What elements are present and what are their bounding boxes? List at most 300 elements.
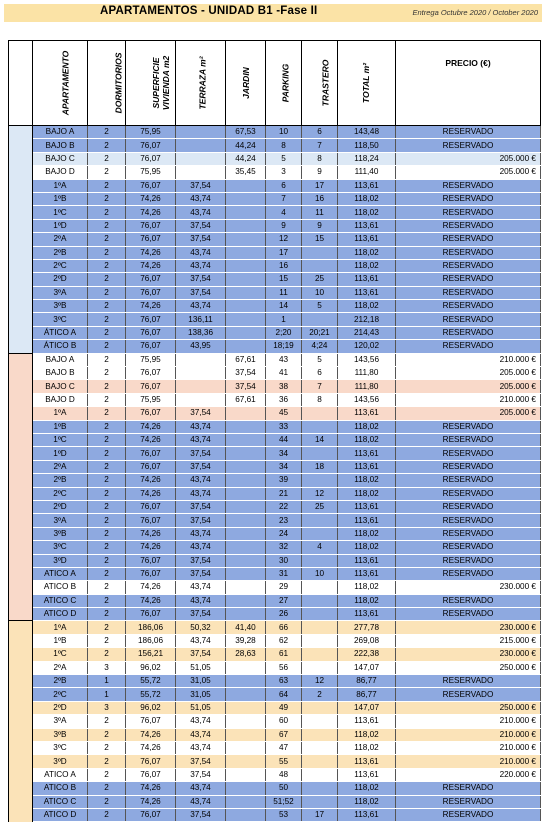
cell-trastero — [302, 594, 338, 607]
cell-trastero: 5 — [302, 300, 338, 313]
cell-total: 222,38 — [338, 648, 396, 661]
cell-dormitorios: 2 — [88, 246, 126, 259]
col-header-total: TOTAL m² — [338, 41, 396, 126]
cell-precio: RESERVADO — [396, 326, 541, 339]
cell-dormitorios: 2 — [88, 768, 126, 781]
cell-apartamento: 1ºC — [33, 648, 88, 661]
col-header-jardin: JARDIN — [226, 41, 266, 126]
cell-parking: 29 — [266, 581, 302, 594]
cell-trastero — [302, 246, 338, 259]
table-row — [9, 340, 541, 353]
cell-dormitorios: 2 — [88, 795, 126, 808]
cell-apartamento: 2ºB — [33, 474, 88, 487]
cell-parking: 6 — [266, 179, 302, 192]
cell-superficie: 74,26 — [126, 259, 176, 272]
cell-trastero — [302, 768, 338, 781]
cell-parking: 2;20 — [266, 326, 302, 339]
cell-dormitorios: 1 — [88, 688, 126, 701]
cell-precio: 205.000 € — [396, 407, 541, 420]
cell-dormitorios: 2 — [88, 474, 126, 487]
cell-terraza: 37,54 — [176, 755, 226, 768]
cell-superficie: 76,07 — [126, 139, 176, 152]
cell-trastero: 9 — [302, 166, 338, 179]
cell-superficie: 74,26 — [126, 192, 176, 205]
cell-dormitorios: 2 — [88, 541, 126, 554]
cell-terraza — [176, 152, 226, 165]
cell-jardin — [226, 219, 266, 232]
cell-trastero — [302, 527, 338, 540]
cell-dormitorios: 2 — [88, 393, 126, 406]
page-title: APARTAMENTOS - UNIDAD B1 -Fase II — [100, 5, 318, 17]
cell-total: 113,61 — [338, 286, 396, 299]
cell-terraza: 43,74 — [176, 728, 226, 741]
cell-apartamento: 3ºC — [33, 313, 88, 326]
cell-precio: 250.000 € — [396, 701, 541, 714]
cell-total: 113,61 — [338, 608, 396, 621]
cell-trastero: 5 — [302, 353, 338, 366]
table-row — [9, 353, 541, 366]
cell-dormitorios: 3 — [88, 701, 126, 714]
table-row — [9, 380, 541, 393]
cell-parking: 22 — [266, 500, 302, 513]
cell-terraza: 43,74 — [176, 246, 226, 259]
cell-dormitorios: 2 — [88, 433, 126, 446]
cell-terraza — [176, 353, 226, 366]
cell-total: 118,02 — [338, 728, 396, 741]
cell-precio: RESERVADO — [396, 541, 541, 554]
cell-total: 214,43 — [338, 326, 396, 339]
apartments-table — [8, 40, 541, 822]
cell-superficie: 76,07 — [126, 380, 176, 393]
group-color-band — [9, 621, 33, 822]
cell-jardin — [226, 661, 266, 674]
cell-parking: 61 — [266, 648, 302, 661]
table-row — [9, 313, 541, 326]
cell-jardin — [226, 259, 266, 272]
table-row — [9, 500, 541, 513]
cell-jardin — [226, 741, 266, 754]
cell-parking: 48 — [266, 768, 302, 781]
table-row — [9, 286, 541, 299]
cell-total: 118,02 — [338, 206, 396, 219]
cell-parking: 17 — [266, 246, 302, 259]
cell-total: 113,61 — [338, 808, 396, 821]
cell-dormitorios: 2 — [88, 514, 126, 527]
cell-total: 118,02 — [338, 527, 396, 540]
cell-apartamento: 2ºD — [33, 500, 88, 513]
cell-total: 113,61 — [338, 273, 396, 286]
cell-jardin — [226, 755, 266, 768]
cell-jardin — [226, 273, 266, 286]
cell-trastero — [302, 701, 338, 714]
cell-trastero — [302, 420, 338, 433]
table-row — [9, 433, 541, 446]
cell-terraza: 43,74 — [176, 420, 226, 433]
cell-total: 118,02 — [338, 192, 396, 205]
cell-superficie: 76,07 — [126, 755, 176, 768]
cell-superficie: 74,26 — [126, 782, 176, 795]
cell-trastero — [302, 634, 338, 647]
cell-dormitorios: 3 — [88, 661, 126, 674]
cell-jardin — [226, 675, 266, 688]
cell-jardin — [226, 795, 266, 808]
cell-dormitorios: 2 — [88, 715, 126, 728]
cell-trastero: 4 — [302, 541, 338, 554]
cell-trastero — [302, 621, 338, 634]
cell-dormitorios: 2 — [88, 380, 126, 393]
cell-precio: RESERVADO — [396, 554, 541, 567]
cell-superficie: 74,26 — [126, 541, 176, 554]
table-row — [9, 715, 541, 728]
table-row — [9, 795, 541, 808]
cell-apartamento: ATICO D — [33, 808, 88, 821]
cell-dormitorios: 2 — [88, 608, 126, 621]
cell-total: 113,61 — [338, 554, 396, 567]
cell-jardin: 41,40 — [226, 621, 266, 634]
cell-superficie: 74,26 — [126, 594, 176, 607]
cell-dormitorios: 1 — [88, 675, 126, 688]
cell-precio: RESERVADO — [396, 313, 541, 326]
cell-jardin: 39,28 — [226, 634, 266, 647]
cell-trastero: 10 — [302, 286, 338, 299]
cell-jardin — [226, 246, 266, 259]
cell-terraza: 37,54 — [176, 648, 226, 661]
cell-jardin — [226, 206, 266, 219]
cell-total: 86,77 — [338, 675, 396, 688]
cell-superficie: 76,07 — [126, 554, 176, 567]
cell-jardin — [226, 487, 266, 500]
table-row — [9, 688, 541, 701]
table-row — [9, 206, 541, 219]
cell-superficie: 156,21 — [126, 648, 176, 661]
table-row — [9, 233, 541, 246]
cell-parking: 34 — [266, 447, 302, 460]
cell-total: 118,02 — [338, 420, 396, 433]
cell-jardin — [226, 541, 266, 554]
cell-trastero — [302, 715, 338, 728]
cell-total: 113,61 — [338, 514, 396, 527]
cell-dormitorios: 2 — [88, 233, 126, 246]
cell-superficie: 76,07 — [126, 326, 176, 339]
cell-dormitorios: 2 — [88, 219, 126, 232]
cell-apartamento: 3ºA — [33, 514, 88, 527]
cell-apartamento: BAJO C — [33, 152, 88, 165]
cell-apartamento: BAJO C — [33, 380, 88, 393]
cell-trastero — [302, 648, 338, 661]
cell-dormitorios: 2 — [88, 741, 126, 754]
cell-precio: RESERVADO — [396, 567, 541, 580]
cell-parking: 34 — [266, 460, 302, 473]
cell-dormitorios: 2 — [88, 300, 126, 313]
cell-precio: 210.000 € — [396, 741, 541, 754]
cell-trastero — [302, 259, 338, 272]
cell-apartamento: 3ºA — [33, 286, 88, 299]
table-row — [9, 741, 541, 754]
cell-parking: 23 — [266, 514, 302, 527]
cell-jardin — [226, 300, 266, 313]
cell-terraza: 37,54 — [176, 768, 226, 781]
group-color-band — [9, 126, 33, 354]
cell-terraza: 37,54 — [176, 554, 226, 567]
cell-terraza: 43,74 — [176, 741, 226, 754]
cell-parking: 38 — [266, 380, 302, 393]
cell-total: 118,02 — [338, 246, 396, 259]
cell-apartamento: ATICO D — [33, 608, 88, 621]
table-row — [9, 139, 541, 152]
cell-apartamento: 3ºB — [33, 728, 88, 741]
cell-apartamento: 3ºB — [33, 300, 88, 313]
cell-total: 118,50 — [338, 139, 396, 152]
cell-jardin — [226, 594, 266, 607]
cell-dormitorios: 2 — [88, 139, 126, 152]
cell-terraza: 43,95 — [176, 340, 226, 353]
cell-terraza: 43,74 — [176, 527, 226, 540]
cell-jardin: 44,24 — [226, 152, 266, 165]
cell-superficie: 74,26 — [126, 728, 176, 741]
cell-superficie: 75,95 — [126, 353, 176, 366]
group-color-band — [9, 353, 33, 621]
table-header-row — [9, 41, 541, 126]
cell-superficie: 55,72 — [126, 675, 176, 688]
cell-total: 143,48 — [338, 126, 396, 139]
cell-precio: RESERVADO — [396, 460, 541, 473]
cell-superficie: 76,07 — [126, 715, 176, 728]
cell-superficie: 76,07 — [126, 219, 176, 232]
cell-trastero — [302, 608, 338, 621]
cell-parking: 55 — [266, 755, 302, 768]
cell-terraza: 31,05 — [176, 688, 226, 701]
cell-precio: RESERVADO — [396, 340, 541, 353]
cell-apartamento: 2ºD — [33, 701, 88, 714]
cell-terraza — [176, 393, 226, 406]
cell-precio: RESERVADO — [396, 273, 541, 286]
cell-total: 118,02 — [338, 433, 396, 446]
cell-terraza: 37,54 — [176, 233, 226, 246]
cell-jardin — [226, 768, 266, 781]
cell-total: 113,61 — [338, 460, 396, 473]
cell-total: 113,61 — [338, 447, 396, 460]
cell-parking: 10 — [266, 126, 302, 139]
cell-parking: 24 — [266, 527, 302, 540]
cell-total: 118,02 — [338, 487, 396, 500]
cell-parking: 56 — [266, 661, 302, 674]
cell-superficie: 76,07 — [126, 233, 176, 246]
cell-jardin — [226, 407, 266, 420]
cell-jardin — [226, 608, 266, 621]
cell-apartamento: 2ºB — [33, 246, 88, 259]
cell-terraza: 37,54 — [176, 273, 226, 286]
cell-apartamento: 1ºD — [33, 447, 88, 460]
cell-total: 113,61 — [338, 715, 396, 728]
cell-jardin: 28,63 — [226, 648, 266, 661]
cell-total: 113,61 — [338, 179, 396, 192]
cell-superficie: 76,07 — [126, 407, 176, 420]
cell-jardin: 35,45 — [226, 166, 266, 179]
cell-trastero — [302, 407, 338, 420]
cell-precio: 210.000 € — [396, 715, 541, 728]
cell-apartamento: 2ºA — [33, 233, 88, 246]
cell-superficie: 76,07 — [126, 514, 176, 527]
cell-total: 118,02 — [338, 541, 396, 554]
cell-precio: RESERVADO — [396, 500, 541, 513]
cell-trastero: 25 — [302, 273, 338, 286]
cell-jardin: 67,61 — [226, 393, 266, 406]
cell-precio: RESERVADO — [396, 688, 541, 701]
cell-jardin — [226, 554, 266, 567]
cell-total: 113,61 — [338, 233, 396, 246]
table-row — [9, 219, 541, 232]
cell-trastero: 12 — [302, 675, 338, 688]
cell-apartamento: 1ºC — [33, 433, 88, 446]
cell-trastero: 15 — [302, 233, 338, 246]
cell-precio: 205.000 € — [396, 152, 541, 165]
cell-dormitorios: 2 — [88, 527, 126, 540]
cell-parking: 8 — [266, 139, 302, 152]
cell-terraza — [176, 367, 226, 380]
cell-superficie: 74,26 — [126, 795, 176, 808]
col-header-terraza: TERRAZA m² — [176, 41, 226, 126]
cell-parking: 62 — [266, 634, 302, 647]
cell-dormitorios: 2 — [88, 460, 126, 473]
cell-jardin — [226, 474, 266, 487]
cell-dormitorios: 2 — [88, 594, 126, 607]
cell-parking: 43 — [266, 353, 302, 366]
cell-total: 143,56 — [338, 393, 396, 406]
group-header-cell — [9, 41, 33, 126]
table-row — [9, 808, 541, 821]
table-row — [9, 460, 541, 473]
cell-dormitorios: 2 — [88, 340, 126, 353]
col-header-superficie: SUPERFICIE VIVIENDA m2 — [126, 41, 176, 126]
cell-superficie: 76,07 — [126, 313, 176, 326]
table-row — [9, 594, 541, 607]
cell-apartamento: ATICO C — [33, 594, 88, 607]
cell-parking: 49 — [266, 701, 302, 714]
cell-terraza: 37,54 — [176, 407, 226, 420]
cell-terraza: 43,74 — [176, 594, 226, 607]
table-row — [9, 407, 541, 420]
cell-total: 212,18 — [338, 313, 396, 326]
cell-apartamento: 2ºD — [33, 273, 88, 286]
cell-jardin — [226, 514, 266, 527]
cell-total: 118,02 — [338, 741, 396, 754]
cell-parking: 7 — [266, 192, 302, 205]
table-row — [9, 126, 541, 139]
cell-dormitorios: 2 — [88, 447, 126, 460]
cell-superficie: 76,07 — [126, 152, 176, 165]
cell-apartamento: ÁTICO B — [33, 340, 88, 353]
cell-trastero: 11 — [302, 206, 338, 219]
cell-apartamento: ATICO B — [33, 581, 88, 594]
cell-superficie: 76,07 — [126, 768, 176, 781]
cell-superficie: 55,72 — [126, 688, 176, 701]
cell-trastero: 17 — [302, 179, 338, 192]
cell-total: 111,80 — [338, 367, 396, 380]
cell-trastero — [302, 474, 338, 487]
table-row — [9, 728, 541, 741]
cell-dormitorios: 2 — [88, 259, 126, 272]
cell-dormitorios: 2 — [88, 367, 126, 380]
cell-dormitorios: 2 — [88, 166, 126, 179]
cell-precio: RESERVADO — [396, 259, 541, 272]
cell-superficie: 186,06 — [126, 621, 176, 634]
cell-superficie: 74,26 — [126, 487, 176, 500]
cell-dormitorios: 2 — [88, 500, 126, 513]
cell-terraza: 43,74 — [176, 474, 226, 487]
table-row — [9, 474, 541, 487]
cell-jardin — [226, 567, 266, 580]
cell-precio: RESERVADO — [396, 608, 541, 621]
table-row — [9, 420, 541, 433]
cell-parking: 18;19 — [266, 340, 302, 353]
cell-trastero: 7 — [302, 139, 338, 152]
cell-superficie: 74,26 — [126, 300, 176, 313]
cell-dormitorios: 2 — [88, 152, 126, 165]
table-row — [9, 300, 541, 313]
cell-dormitorios: 2 — [88, 782, 126, 795]
cell-parking: 66 — [266, 621, 302, 634]
cell-dormitorios: 2 — [88, 192, 126, 205]
cell-jardin — [226, 313, 266, 326]
cell-jardin — [226, 728, 266, 741]
cell-dormitorios: 2 — [88, 808, 126, 821]
cell-trastero — [302, 313, 338, 326]
cell-parking: 39 — [266, 474, 302, 487]
cell-jardin: 37,54 — [226, 380, 266, 393]
cell-superficie: 74,26 — [126, 206, 176, 219]
cell-trastero — [302, 782, 338, 795]
cell-terraza: 136,11 — [176, 313, 226, 326]
cell-superficie: 76,07 — [126, 447, 176, 460]
cell-dormitorios: 2 — [88, 407, 126, 420]
cell-precio: RESERVADO — [396, 300, 541, 313]
cell-apartamento: 2ºC — [33, 688, 88, 701]
cell-precio: RESERVADO — [396, 433, 541, 446]
cell-precio: RESERVADO — [396, 219, 541, 232]
cell-jardin — [226, 581, 266, 594]
col-header-apartamento: APARTAMENTO — [33, 41, 88, 126]
cell-jardin: 67,61 — [226, 353, 266, 366]
cell-dormitorios: 2 — [88, 634, 126, 647]
cell-total: 147,07 — [338, 661, 396, 674]
table-row — [9, 514, 541, 527]
table-body — [9, 126, 541, 822]
cell-apartamento: BAJO D — [33, 393, 88, 406]
cell-dormitorios: 2 — [88, 621, 126, 634]
cell-precio: RESERVADO — [396, 233, 541, 246]
cell-apartamento: 2ºC — [33, 487, 88, 500]
cell-parking: 45 — [266, 407, 302, 420]
cell-terraza: 37,54 — [176, 514, 226, 527]
table-row — [9, 675, 541, 688]
cell-apartamento: ÁTICO A — [33, 326, 88, 339]
table-row — [9, 661, 541, 674]
cell-dormitorios: 2 — [88, 206, 126, 219]
cell-total: 113,61 — [338, 567, 396, 580]
table-row — [9, 567, 541, 580]
cell-dormitorios: 2 — [88, 313, 126, 326]
cell-terraza: 43,74 — [176, 300, 226, 313]
cell-total: 113,61 — [338, 407, 396, 420]
cell-total: 118,02 — [338, 474, 396, 487]
cell-superficie: 74,26 — [126, 581, 176, 594]
table-row — [9, 701, 541, 714]
cell-jardin — [226, 782, 266, 795]
cell-terraza: 43,74 — [176, 782, 226, 795]
table-row — [9, 648, 541, 661]
cell-jardin: 37,54 — [226, 367, 266, 380]
cell-dormitorios: 2 — [88, 126, 126, 139]
